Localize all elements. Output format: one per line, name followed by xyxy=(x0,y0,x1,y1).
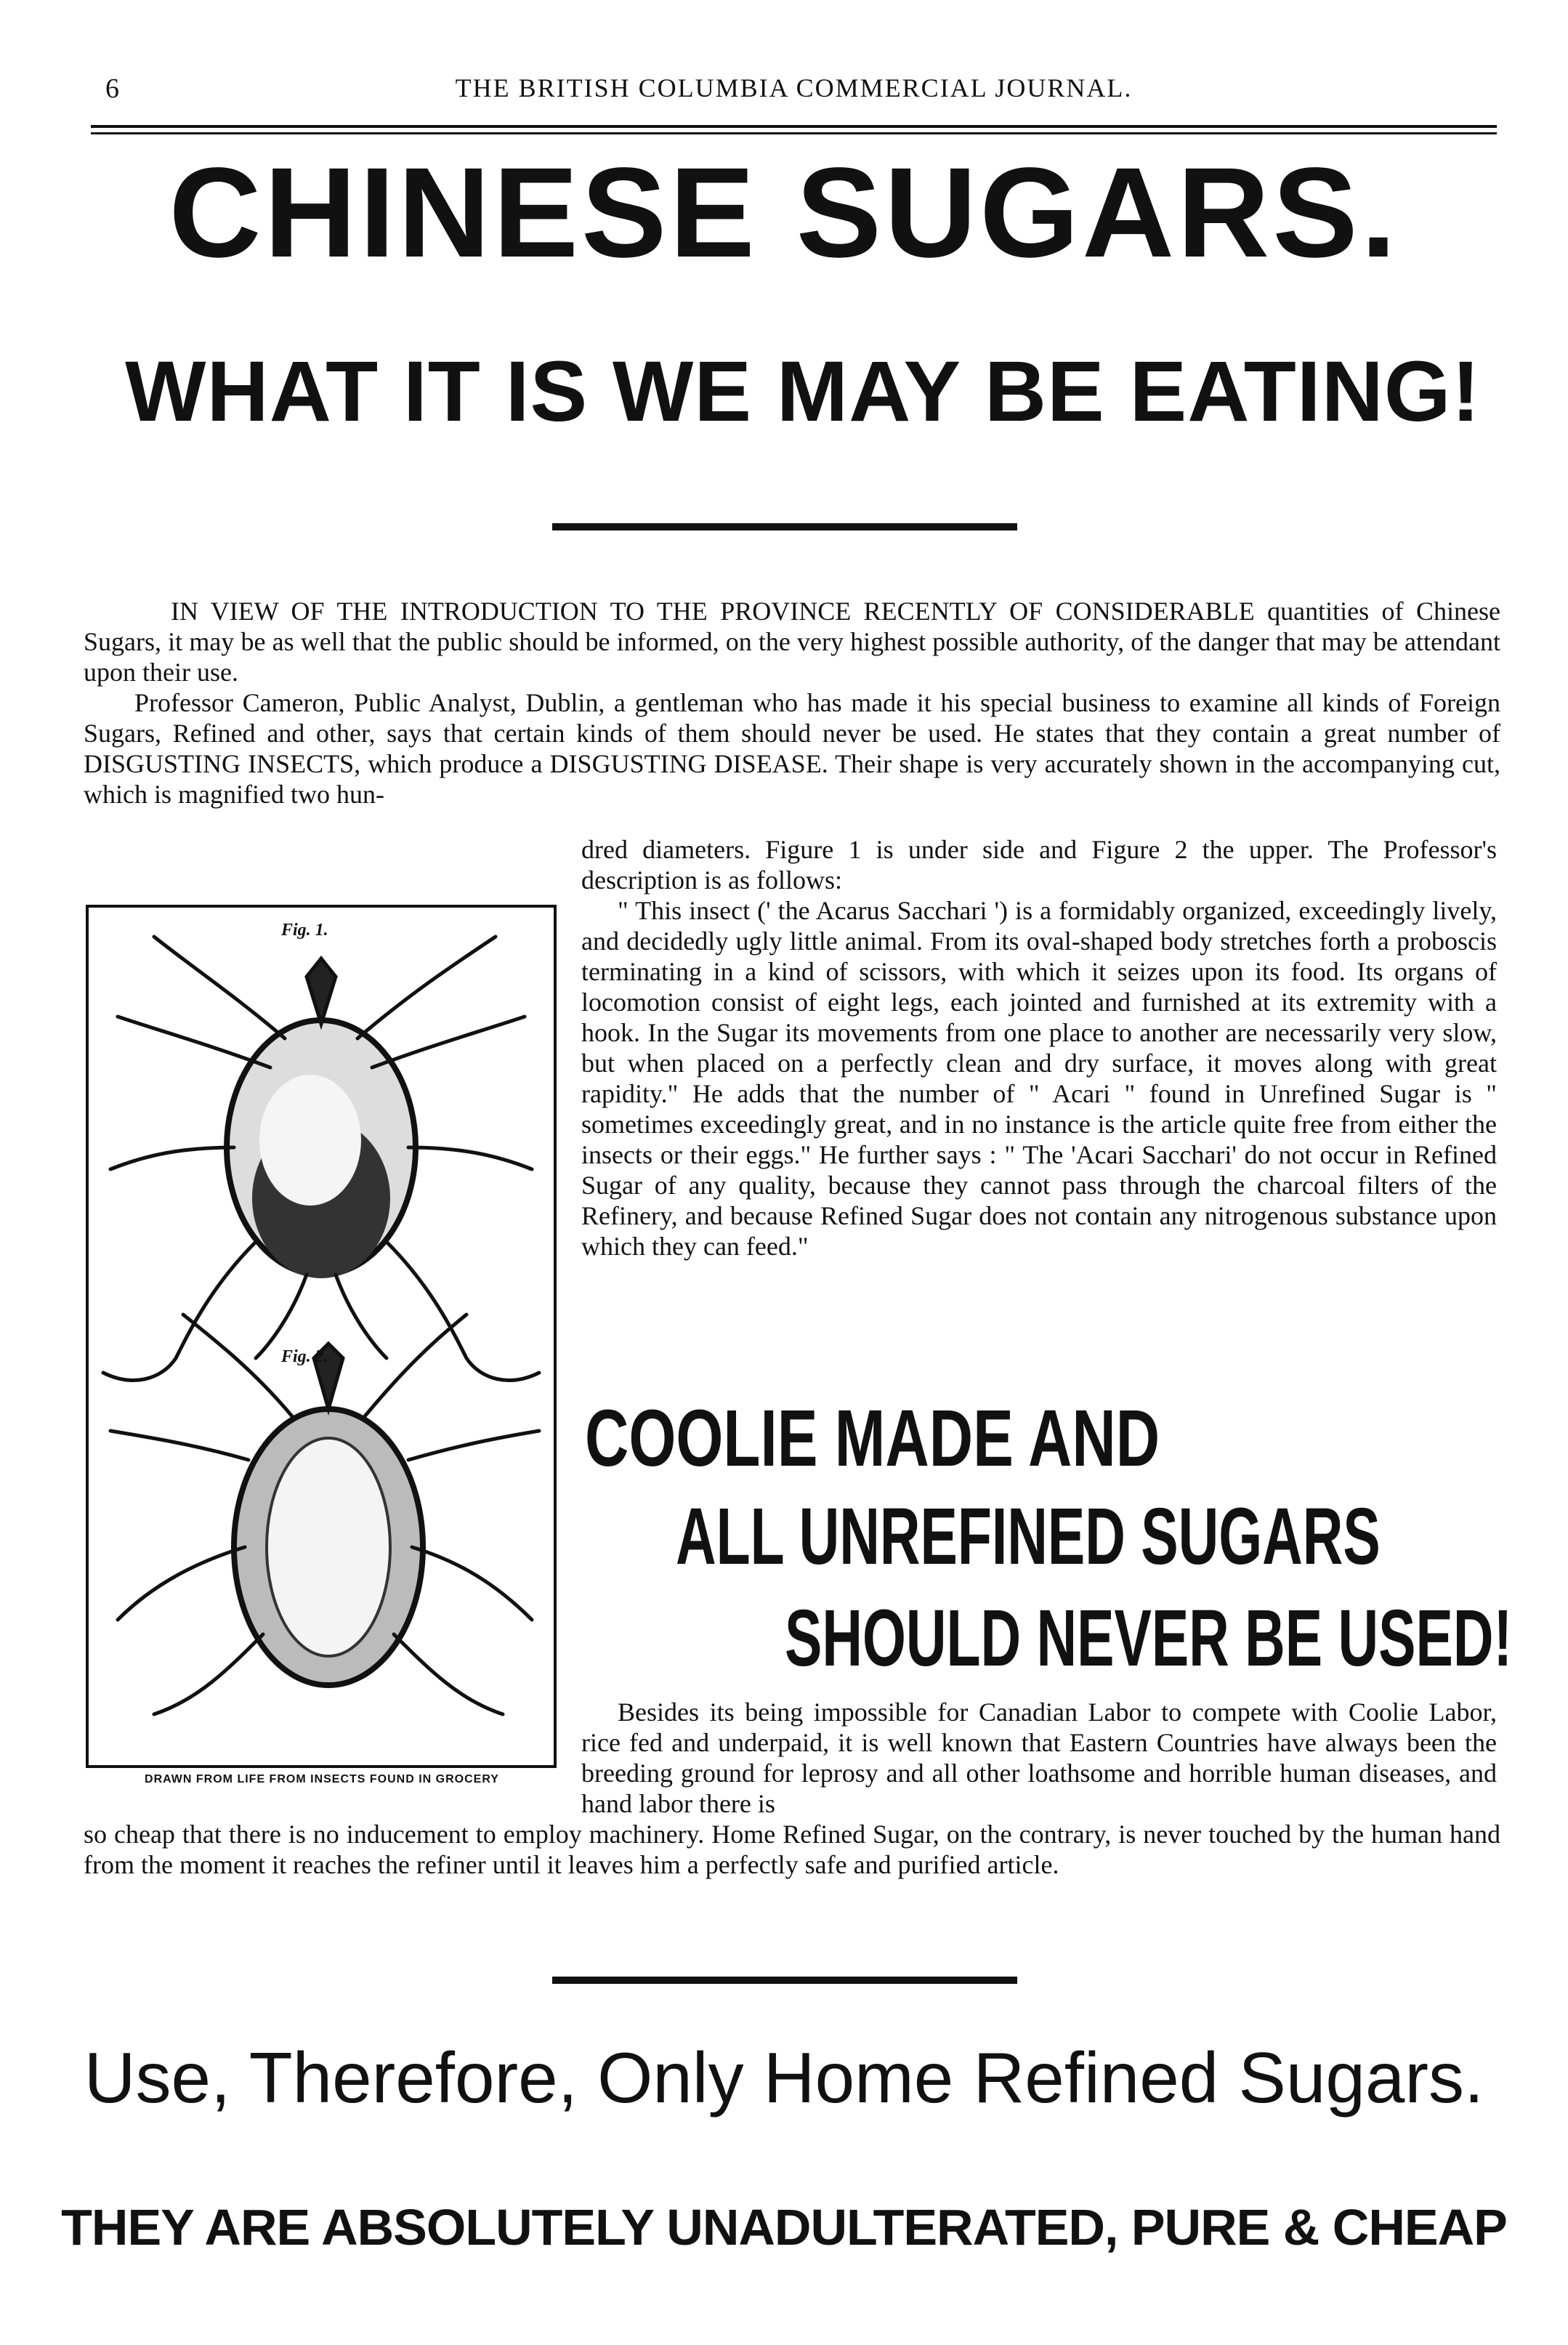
labor-paragraph-start: Besides its being impossible for Canadian Labor to compete with Coolie Labor, rice fed and underpaid, it is well known that Eastern Countries have always been the breeding ground for leprosy and all other loathsome and horrible human diseases, and hand labor there is xyxy=(581,1698,1497,1818)
header-rule-bottom xyxy=(91,132,1497,134)
coolie-heading-line-2: ALL UNREFINED SUGARS xyxy=(676,1492,1381,1581)
quote-column xyxy=(581,834,1497,1262)
figure-caption: DRAWN FROM LIFE FROM INSECTS FOUND IN GROCERY xyxy=(145,1773,499,1785)
figure-1-label: Fig. 1. xyxy=(281,921,328,940)
divider-rule-top xyxy=(552,523,1017,530)
coolie-heading-line-1: COOLIE MADE AND xyxy=(585,1394,1160,1483)
coolie-heading-line-3: SHOULD NEVER BE USED! xyxy=(785,1594,1513,1683)
final-statement: THEY ARE ABSOLUTELY UNADULTERATED, PURE & CHEAP xyxy=(61,2199,1507,2256)
headline-subtitle: WHAT IT IS WE MAY BE EATING! xyxy=(125,344,1481,440)
intro-paragraph-2: Professor Cameron, Public Analyst, Dublin, a gentleman who has made it his special business to examine all kinds of Foreign Sugars, Refined and other, says that certain kinds of them should never be used. He states that they contain a great number of DISGUSTING INSECTS, which produce a DISGUSTING DISEASE. Their shape is very accurately shown in the accompanying cut, which is magnified two hun- xyxy=(84,688,1500,809)
headline-title: CHINESE SUGARS. xyxy=(169,142,1399,284)
insect-illustration xyxy=(86,905,557,1768)
acarus-drawing xyxy=(89,908,554,1765)
figure-2-label: Fig. 2. xyxy=(281,1347,328,1366)
header-rule-top xyxy=(91,125,1497,128)
labor-column xyxy=(581,1697,1497,1819)
labor-paragraph-continued xyxy=(84,1819,1500,1880)
page-number: 6 xyxy=(105,73,119,104)
mite-figure-1 xyxy=(103,937,539,1380)
intro-paragraph-1: IN VIEW OF THE INTRODUCTION TO THE PROVINCE RECENTLY OF CONSIDERABLE quantities of Chinese Sugars, it may be as well that the public should be informed, on the very highest possible authority, of the danger that may be attendant upon their use. xyxy=(84,597,1500,687)
page-header xyxy=(91,73,1497,116)
professor-quote: " This insect (' the Acarus Sacchari ') is a formidably organized, exceedingly lively, and decidedly ugly little animal. From its oval-shaped body stretches forth a proboscis terminating in a kind of scissors, with which it seizes upon its food. Its organs of locomotion consist of eight legs, each jointed and furnished at its extremity with a hook. In the Sugar its movements from one place to another are necessarily very slow, but when placed on a perfectly clean and dry surface, it moves along with great rapidity." He adds that the number of " Acari " found in Unrefined Sugar is " sometimes exceedingly great, and in no instance is the article quite free from either the insects or their eggs." He further says : " The 'Acari Sacchari' do not occur in Refined Sugar of any quality, because they cannot pass through the charcoal filters of the Refinery, and because Refined Sugar does not contain any nitrogenous substance upon which they can feed." xyxy=(581,896,1497,1261)
mite-figure-2 xyxy=(110,1315,539,1714)
column-continuation: dred diameters. Figure 1 is under side and Figure 2 the upper. The Professor's description is as follows: xyxy=(581,835,1497,895)
labor-paragraph-end: so cheap that there is no inducement to employ machinery. Home Refined Sugar, on the contrary, is never touched by the human hand from the moment it reaches the refiner until it leaves him a perfectly safe and purified article. xyxy=(84,1820,1500,1879)
divider-rule-bottom xyxy=(552,1977,1017,1984)
journal-title: THE BRITISH COLUMBIA COMMERCIAL JOURNAL. xyxy=(455,73,1133,102)
slogan: Use, Therefore, Only Home Refined Sugars. xyxy=(84,2038,1484,2118)
intro-text xyxy=(84,596,1500,810)
